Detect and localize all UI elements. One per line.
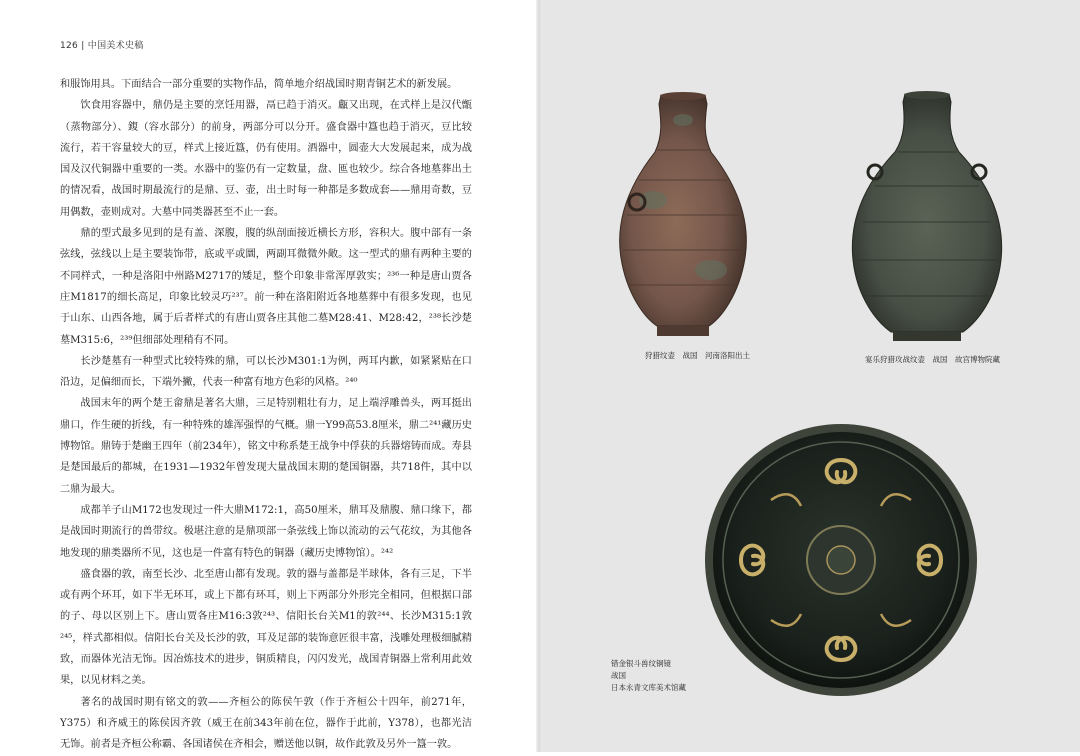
vase-1-caption	[645, 350, 750, 362]
vase-1-caption-text: 狩猎纹壶 战国 河南洛阳出土	[645, 351, 750, 360]
bronze-mirror-image	[701, 420, 981, 700]
left-page	[0, 0, 540, 752]
mirror-caption-title: 错金银斗兽纹铜镜	[611, 659, 671, 668]
paragraph: 饮食用容器中，鼎仍是主要的烹饪用器，鬲已趋于消灭。甗又出现，在式样上是汉代甑（蒸物部分）、鍑（容水部分）的前身，两部分可以分开。盛食器中簋也趋于消灭，豆比较流行，若干容量较大的豆，样式上接近簋，仍有使用。酒器中，圆壶大大发展起来，成为战国及汉代铜器中重要的一类。水器中的鉴仍有一定数量，盘、匜也较少。综合各地墓葬出土的情况看，战国时期最流行的是鼎、豆、壶，出土时每一种都是多数成套——鼎用奇数，豆用偶数，壶则成对。大墓中同类器甚至不止一套。	[60, 100, 472, 218]
paragraph: 长沙楚墓有一种型式比较特殊的鼎，可以长沙M301:1为例，两耳内歉，如紧紧贴在口沿边，足偏细而长，下端外撇，代表一种富有地方色彩的风格。²⁴⁰	[60, 355, 472, 389]
paragraph: 和服饰用具。下面结合一部分重要的实物作品，简单地介绍战国时期青铜艺术的新发展。	[60, 79, 458, 90]
paragraph: 盛食器的敦，南至长沙、北至唐山都有发现。敦的器与盖都是半球体，各有三足，下半或有两个环耳，如下半无环耳，或上下都有环耳，则上下两部分外形完全相同，但根据口部的子、母以区别上下。唐山贾各庄M16:3敦²⁴³、信阳长台关M1的敦²⁴⁴、长沙M315:1敦²⁴⁵，样式都相似。信阳长台关及长沙的敦，耳及足部的装饰意匠很丰富，浅雕处理极细腻精致，而器体光洁无饰。因冶炼技术的进步，铜质精良，闪闪发光，战国青铜器上常利用此效果，以见材料之美。	[60, 568, 472, 687]
mirror-caption-collection: 日本永青文库美术馆藏	[611, 683, 686, 692]
page-number: 126	[60, 41, 79, 51]
paragraph: 成都羊子山M172也发现过一件大鼎M172:1，高50厘米，鼎耳及鼎腹、鼎口缘下，都是战国时期流行的兽带纹。极堪注意的是鼎项部一条弦线上饰以流动的云气花纹，为其他各地发现的鼎类器所不见，这也是一件富有特色的铜器（藏历史博物馆）。²⁴²	[60, 504, 472, 559]
vase-2-caption	[865, 354, 1000, 366]
bronze-hu-vase-1-image	[613, 90, 753, 340]
bronze-hu-vase-2-image	[845, 90, 1009, 345]
running-head	[60, 38, 144, 51]
right-page	[541, 0, 1080, 752]
mirror-caption-period: 战国	[611, 671, 626, 680]
separator: |	[81, 41, 85, 51]
paragraph: 著名的战国时期有铭文的敦——齐桓公的陈侯午敦（作于齐桓公十四年，前271年，Y375）和齐威王的陈侯因齐敦（威王在前343年前在位，器作于此前，Y378），也都光洁无饰。前者是齐桓公称霸、各国诸侯在齐相会，赠送他以铜，故作此敦及另外一簋一敦。	[60, 696, 472, 751]
paragraph: 战国末年的两个楚王畲鼎是著名大鼎，三足特别粗壮有力，足上端浮雕兽头，两耳挺出鼎口，作生硬的折线，有一种特殊的雄浑强悍的气概。鼎一Y99高53.8厘米，鼎二²⁴¹藏历史博物馆。鼎铸于楚幽王四年（前234年），铭文中称系楚王战争中俘获的兵器熔铸而成。寿县是楚国最后的都城，在1931—1932年曾发现大量战国末期的楚国铜器，共718件，其中以二鼎为最大。	[60, 398, 472, 495]
paragraph: 鼎的型式最多见到的是有盖、深腹，腹的纵剖面接近横长方形，容积大。腹中部有一条弦线，弦线以上是主要装饰带，底或平或圜，两副耳微微外敞。这一型式的鼎有两种主要的不同样式，一种是洛阳中州路M2717的矮足，整个印象非常浑厚敦实；²³⁶一种是唐山贾各庄M1817的细长高足，印象比较灵巧²³⁷。前一种在洛阳附近各地墓葬中有很多发现，也见于山东、山西各地，属于后者样式的有唐山贾各庄其他二墓M28:41、M28:42，²³⁸长沙楚墓M315:6，²³⁹但细部处理稍有不同。	[60, 228, 472, 346]
book-title: 中国美术史稿	[87, 41, 144, 51]
body-text	[60, 74, 472, 756]
mirror-caption	[611, 658, 686, 694]
vase-2-caption-text: 宴乐狩猎攻战纹壶 战国 故宫博物院藏	[865, 355, 1000, 364]
